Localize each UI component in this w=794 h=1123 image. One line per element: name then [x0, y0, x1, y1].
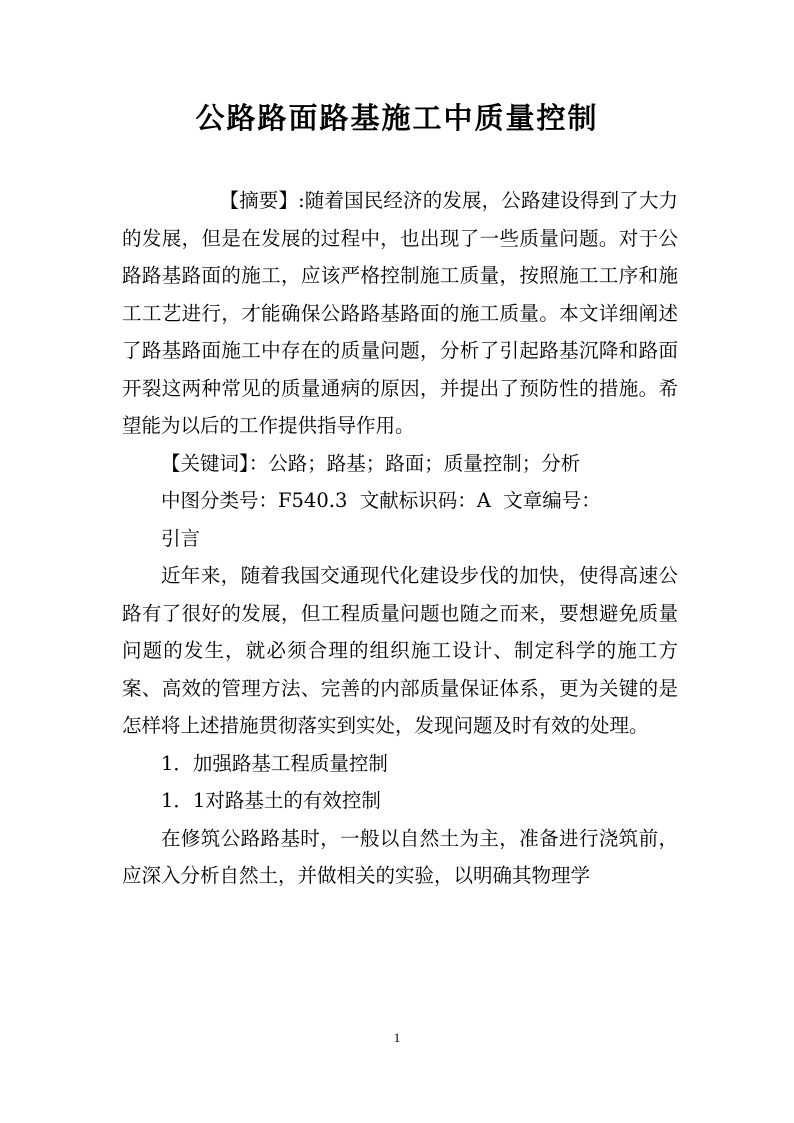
abstract-label: 【摘要】: [219, 189, 299, 212]
section-1-1-heading: 1．1对路基土的有效控制: [161, 789, 381, 812]
keywords-text: ：公路；路基；路面；质量控制；分析: [248, 451, 581, 475]
page-number: 1: [393, 1030, 401, 1045]
classification-line: 中图分类号：F540.3 文献标识码：A 文章编号：: [161, 489, 601, 512]
keywords-line: [122, 445, 678, 483]
document-title: 公路路面路基施工中质量控制: [195, 101, 599, 135]
abstract-text: :随着国民经济的发展，公路建设得到了大力的发展，但是在发展的过程中，也出现了一些质量问题。对于公路路基路面的施工，应该严格控制施工质量，按照施工工序和施工工艺进行，才能确保公路路基路面的施工质量。本文详细阐述了路基路面施工中存在的质量问题，分析了引起路基沉降和路面开裂这两种常见的质量通病的原因，并提出了预防性的措施。希望能为以后的工作提供指导作用。: [122, 189, 678, 437]
keywords-label: 【关键词】: [161, 451, 249, 475]
intro-paragraph: 近年来，随着我国交通现代化建设步伐的加快，使得高速公路有了很好的发展，但工程质量问题也随之而来，要想避免质量问题的发生，就必须合理的组织施工设计、制定科学的施工方案、高效的管理方法、完善的内部质量保证体系，更为关键的是怎样将上述措施贯彻落实到实处，发现问题及时有效的处理。: [122, 564, 678, 737]
document-body: [122, 182, 678, 895]
section-1-1-paragraph: 在修筑公路路基时，一般以自然土为主，准备进行浇筑前，应深入分析自然土，并做相关的实验，以明确其物理学: [122, 826, 678, 887]
abstract-paragraph: [122, 182, 678, 445]
intro-heading: 引言: [161, 526, 201, 550]
section-1-heading: 1．加强路基工程质量控制: [161, 751, 388, 775]
